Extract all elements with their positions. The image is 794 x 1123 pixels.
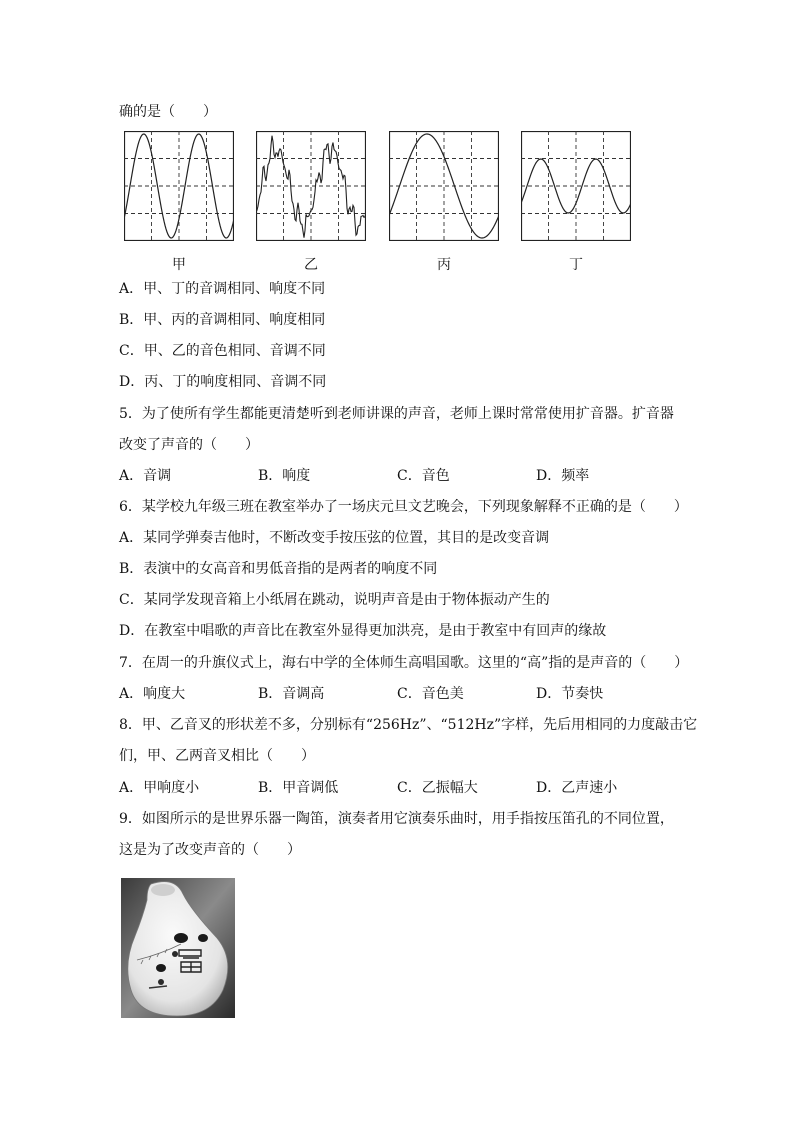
q5-option-a: A．音调: [119, 468, 172, 484]
q6-option-a: A．某同学弹奏吉他时，不断改变手按压弦的位置，其目的是改变音调: [119, 530, 550, 546]
q8-stem-line2: 们，甲、乙两音叉相比（ ）: [119, 748, 315, 764]
q5-option-c: C．音色: [397, 468, 450, 484]
waveform-panel-jia: [124, 131, 234, 241]
q5-option-b: B．响度: [258, 468, 311, 484]
q9-stem-line2: 这是为了改变声音的（ ）: [119, 842, 301, 858]
q4-option-d: D．丙、丁的响度相同、音调不同: [119, 374, 327, 390]
waveform-panel-bing: [389, 131, 499, 241]
q6-stem: 6．某学校九年级三班在教室举办了一场庆元旦文艺晚会，下列现象解释不正确的是（ ）: [119, 499, 688, 515]
q7-option-b: B．音调高: [258, 686, 325, 702]
q8-option-b: B．甲音调低: [258, 780, 339, 796]
q4-stem-tail: 确的是（ ）: [119, 104, 217, 120]
q7-option-a: A．响度大: [119, 686, 186, 702]
q8-stem-line1: 8．甲、乙音叉的形状差不多，分别标有“256Hz”、“512Hz”字样，先后用相同的力度敲击它: [119, 717, 698, 733]
panel-label-yi: 乙: [304, 257, 318, 273]
q8-option-a: A．甲响度小: [119, 780, 200, 796]
q6-option-d: D．在教室中唱歌的声音比在教室外显得更加洪亮，是由于教室中有回声的缘故: [119, 623, 607, 639]
waveform-panel-ding: [521, 131, 631, 241]
q8-option-c: C．乙振幅大: [397, 780, 478, 796]
q6-option-c: C．某同学发现音箱上小纸屑在跳动，说明声音是由于物体振动产生的: [119, 592, 550, 608]
q9-stem-line1: 9．如图所示的是世界乐器一陶笛，演奏者用它演奏乐曲时，用手指按压笛孔的不同位置，: [119, 811, 674, 827]
q4-option-c: C．甲、乙的音色相同、音调不同: [119, 343, 326, 359]
q7-stem: 7．在周一的升旗仪式上，海右中学的全体师生高唱国歌。这里的“高”指的是声音的（ ）: [119, 655, 689, 671]
panel-label-ding: 丁: [569, 257, 583, 273]
panel-label-bing: 丙: [437, 257, 451, 273]
q5-stem-line2: 改变了声音的（ ）: [119, 437, 259, 453]
q6-option-b: B．表演中的女高音和男低音指的是两者的响度不同: [119, 561, 438, 577]
q5-stem-line1: 5．为了使所有学生都能更清楚听到老师讲课的声音，老师上课时常常使用扩音器。扩音器: [119, 406, 674, 422]
q7-option-c: C．音色美: [397, 686, 464, 702]
q4-option-a: A．甲、丁的音调相同、响度不同: [119, 281, 326, 297]
q7-option-d: D．节奏快: [536, 686, 604, 702]
ocarina-photo: [121, 878, 235, 1018]
q4-option-b: B．甲、丙的音调相同、响度相同: [119, 312, 326, 328]
panel-label-jia: 甲: [172, 257, 186, 273]
q5-option-d: D．频率: [536, 468, 590, 484]
q8-option-d: D．乙声速小: [536, 780, 618, 796]
waveform-panel-yi: [256, 131, 366, 241]
